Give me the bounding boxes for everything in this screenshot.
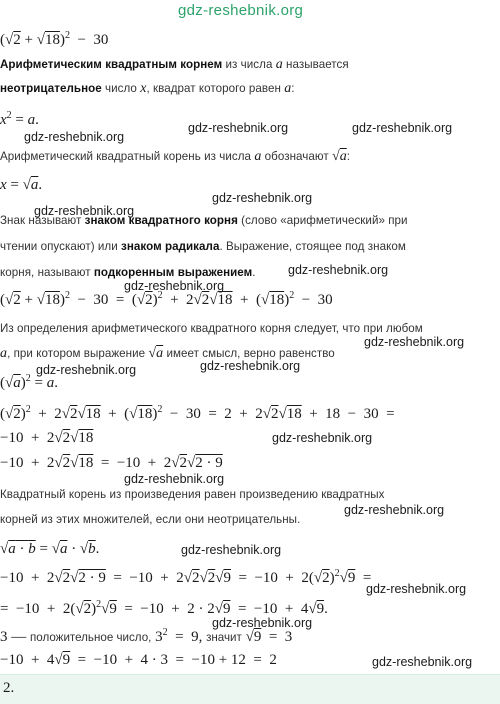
- task-expression: $(√2 + √18)^2 - 30$: [0, 30, 109, 48]
- step-line-1: $(√2)^2 + 2√2√18 + (√18)^2 - 30 = 2 + 2√2√18 + 18 - 30$ =: [0, 404, 395, 422]
- product-rule-line-1: Квадратный корень из произведения равен произведению квадратных: [0, 488, 385, 501]
- watermark: gdz-reshebnik.org: [352, 121, 453, 135]
- notation-line: Арифметический квадратный корень из числа a обозначают √a:: [0, 149, 351, 164]
- watermark: gdz-reshebnik.org: [364, 335, 465, 349]
- watermark: gdz-reshebnik.org: [188, 121, 289, 135]
- answer-box: [0, 674, 500, 704]
- watermark: gdz-reshebnik.org: [24, 130, 125, 144]
- definition-line-2: неотрицательное число x, квадрат которого равен a:: [0, 81, 295, 96]
- radical-sign-line-3: корня, называют подкоренным выражением.: [0, 266, 256, 279]
- definition-line-1: Арифметическим квадратным корнем из числа a называется: [0, 57, 349, 72]
- watermark: gdz-reshebnik.org: [272, 431, 373, 445]
- watermark: gdz-reshebnik.org: [181, 543, 282, 557]
- watermark: gdz-reshebnik.org: [366, 582, 467, 596]
- step-line-5: = $-10 + 2(√2)^2√9 = -10 + 2 \cdot 2√9 = -10 + 4√9$.: [0, 599, 328, 617]
- watermark: gdz-reshebnik.org: [212, 191, 313, 205]
- formula-product-rule: √a · b = √a · √b.: [0, 541, 100, 557]
- formula-sqrt-a-squared: $(√a)^2 = a$.: [0, 373, 58, 391]
- watermark: gdz-reshebnik.org: [288, 263, 389, 277]
- formula-x-squared: $x^2 = a$.: [0, 110, 39, 128]
- watermark: gdz-reshebnik.org: [200, 359, 301, 373]
- watermark: gdz-reshebnik.org: [212, 616, 313, 630]
- radical-sign-line-2: чтении опускают) или знаком радикала. Выражение, стоящее под знаком: [0, 240, 406, 253]
- step-line-7: −10 + 4√9 = −10 + 4 · 3 = −10 + 12 = 2: [0, 652, 277, 668]
- watermark-top: gdz-reshebnik.org: [178, 2, 304, 19]
- formula-x-sqrt-a: x = √a.: [0, 177, 43, 193]
- watermark: gdz-reshebnik.org: [124, 279, 225, 293]
- step-line-4: $-10 + 2√2√2 \cdot 9 = -10 + 2√2√2√9 = -10 + 2(√2)^2√9$ =: [0, 568, 372, 586]
- step-line-6: 3 — положительное число, $3^2 = 9$, значит √9 = 3: [0, 627, 293, 645]
- watermark: gdz-reshebnik.org: [34, 204, 135, 218]
- step-line-2: −10 + 2√2√18: [0, 430, 94, 446]
- radical-sign-line-1: Знак называют знаком квадратного корня (слово «арифметический» при: [0, 214, 408, 227]
- answer-value: 2.: [3, 680, 15, 696]
- watermark: gdz-reshebnik.org: [372, 655, 473, 669]
- product-rule-line-2: корней из этих множителей, если они неотрицательны.: [0, 513, 301, 526]
- watermark: gdz-reshebnik.org: [344, 503, 445, 517]
- watermark: gdz-reshebnik.org: [36, 363, 137, 377]
- watermark: gdz-reshebnik.org: [124, 472, 225, 486]
- property-line-1: Из определения арифметического квадратного корня следует, что при любом: [0, 322, 423, 335]
- property-line-2: a, при котором выражение √a имеет смысл, верно равенство: [0, 346, 335, 361]
- expansion-line: $(√2 + √18)^2 - 30 = (√2)^2 + 2√2√18 + (√18)^2 - 30$: [0, 290, 333, 308]
- step-line-3: −10 + 2√2√18 = −10 + 2√2√2 · 9: [0, 455, 223, 471]
